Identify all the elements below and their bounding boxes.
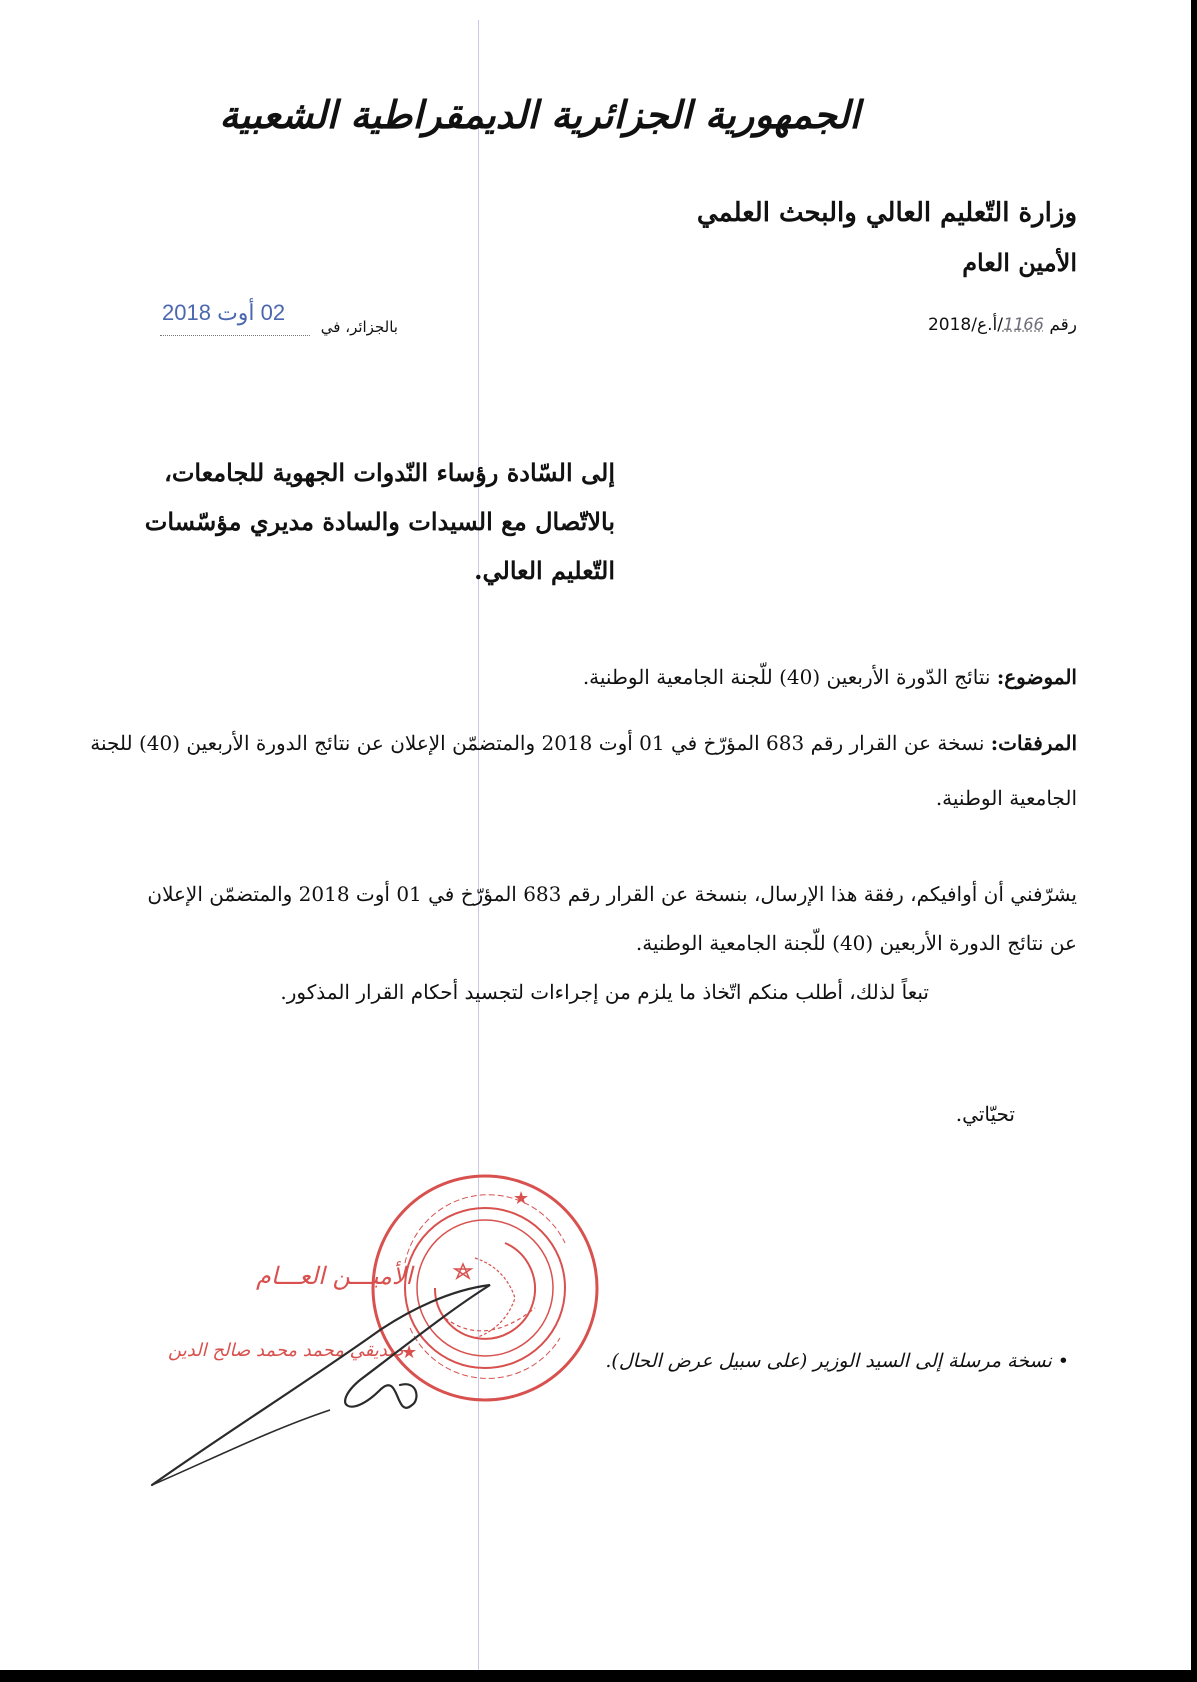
- subject-text: نتائج الدّورة الأربعين (40) للّجنة الجامعية الوطنية.: [582, 665, 991, 689]
- attachments-label: المرفقات:: [990, 731, 1077, 755]
- addressee-block: [95, 448, 615, 595]
- date-dotted-line: [160, 335, 310, 336]
- svg-text:★: ★: [513, 1188, 530, 1209]
- body-paragraph-1: يشرّفني أن أوافيكم، رفقة هذا الإرسال، بنسخة عن القرار رقم 683 المؤرّخ في 01 أوت 2018 والمتضمّن الإعلان عن نتائج الدورة الأربعين (40) للّجنة الجامعية الوطنية.: [147, 882, 1077, 955]
- addressee-line: بالاتّصال مع السيدات والسادة مديري مؤسّسات: [144, 507, 615, 536]
- reference-handwritten-number: 1166: [1002, 315, 1044, 335]
- bullet: •: [1057, 1350, 1069, 1372]
- reference-label: رقم: [1049, 315, 1077, 335]
- date-stamp: 02 أوت 2018: [162, 300, 286, 325]
- copy-note-text: نسخة مرسلة إلى السيد الوزير (على سبيل عرض الحال).: [605, 1350, 1052, 1372]
- addressee-line: التّعليم العالي.: [474, 556, 615, 585]
- svg-text:★: ★: [401, 1342, 418, 1363]
- handwritten-signature: [150, 1270, 630, 1500]
- republic-heading: الجمهورية الجزائرية الديمقراطية الشعبية: [219, 92, 860, 137]
- reference-number: [928, 315, 1077, 335]
- signature-title: الأميـــن العـــام: [256, 1262, 413, 1290]
- ministry-name: وزارة التّعليم العالي والبحث العلمي: [696, 198, 1077, 228]
- body-paragraph-2: تبعاً لذلك، أطلب منكم اتّخاذ ما يلزم من إجراءات لتجسيد أحكام القرار المذكور.: [280, 980, 929, 1004]
- attachments-text: نسخة عن القرار رقم 683 المؤرّخ في 01 أوت 2018 والمتضمّن الإعلان عن نتائج الدورة الأربعين (40) للجنة الجامعية الوطنية.: [90, 731, 1077, 810]
- subject-label: الموضوع:: [996, 665, 1077, 689]
- place-date-line: [160, 318, 398, 336]
- reference-suffix: /أ.ع/2018: [927, 315, 1003, 335]
- copy-note: [605, 1350, 1069, 1372]
- scan-edge-bottom: [0, 1670, 1197, 1682]
- place-label: بالجزائر، في: [320, 318, 398, 336]
- subject-line: [583, 665, 1077, 689]
- scan-edge-right: [1191, 0, 1197, 1682]
- attachments-line: [67, 716, 1077, 826]
- addressee-line: إلى السّادة رؤساء النّدوات الجهوية للجامعات،: [164, 458, 615, 487]
- signatory-name: صديقي محمد محمد صالح الدين: [168, 1340, 404, 1361]
- closing-greeting: تحيّاتي.: [955, 1102, 1015, 1126]
- secretary-general-label: الأمين العام: [962, 248, 1077, 277]
